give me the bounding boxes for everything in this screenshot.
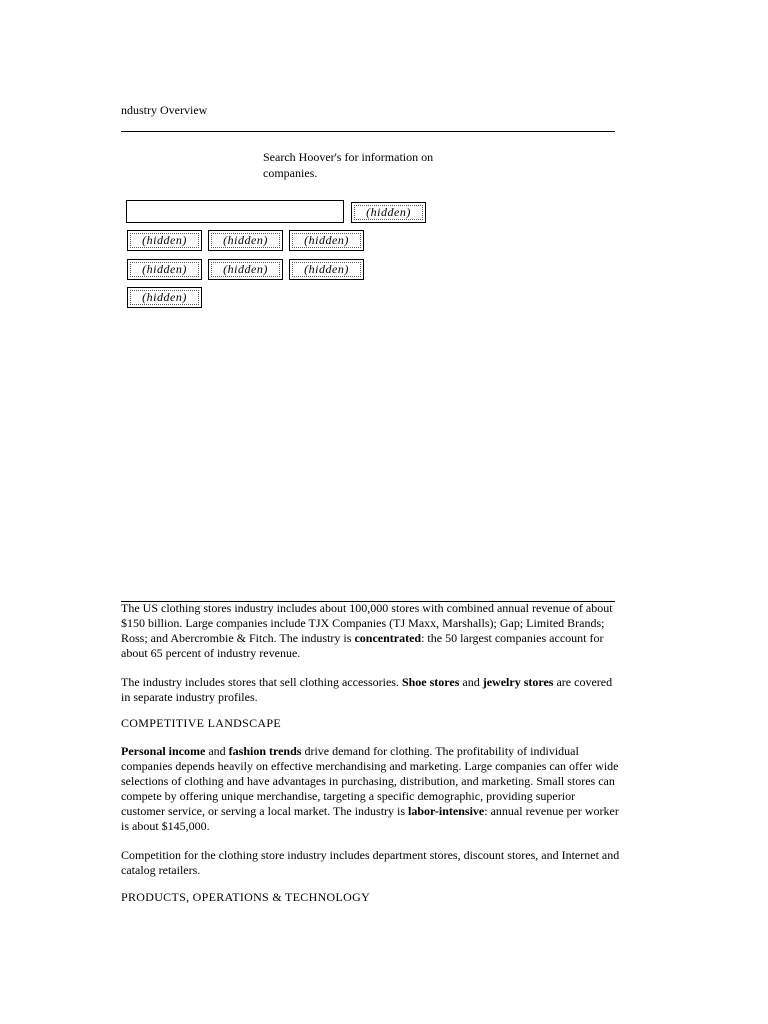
hidden-button-label: (hidden) xyxy=(211,262,280,277)
paragraph-text: and xyxy=(459,675,483,689)
section-heading-products: PRODUCTS, OPERATIONS & TECHNOLOGY xyxy=(121,890,371,904)
hidden-button-label: (hidden) xyxy=(292,262,361,277)
hidden-button-6[interactable] xyxy=(289,259,364,280)
hidden-button-3[interactable] xyxy=(289,230,364,251)
hidden-button-label: (hidden) xyxy=(354,205,423,220)
hidden-button-label: (hidden) xyxy=(130,233,199,248)
paragraph-text: : annual revenue per worker is about $145,000. xyxy=(121,804,619,833)
competition-paragraph: Competition for the clothing store industry includes department stores, discount stores, and Internet and catalog retailers. xyxy=(121,848,620,877)
hidden-button-2[interactable] xyxy=(208,230,283,251)
paragraph-text: The industry includes stores that sell clothing accessories. xyxy=(121,675,402,689)
hidden-button-5[interactable] xyxy=(208,259,283,280)
bold-term: fashion trends xyxy=(228,744,302,758)
bold-term: labor-intensive xyxy=(408,804,485,818)
industry-scope-paragraph xyxy=(121,675,621,705)
page-title: ndustry Overview xyxy=(121,103,208,117)
bold-term: jewelry stores xyxy=(482,675,554,689)
hidden-search-button[interactable] xyxy=(351,202,426,223)
paragraph-text: The US clothing stores industry includes about 100,000 stores with combined annual revenue of about $150 billion. Large companies include TJX Companies (TJ Maxx, Marshalls); Gap; Limited Brands; Ross; and Abercrombie & Fitch. The industry is xyxy=(121,601,613,645)
paragraph-text: drive demand for clothing. The profitability of individual companies depends heavily on effective merchandising and marketing. Large companies can offer wide selections of clothing and have advantages in purchasing, distribution, and marketing. Small stores can compete by offering unique merchandise, targeting a specific demographic, providing superior customer service, or serving a local market. The industry is xyxy=(121,744,619,818)
header-divider xyxy=(121,131,615,132)
competitive-landscape-paragraph xyxy=(121,744,621,834)
bold-term: Shoe stores xyxy=(401,675,460,689)
hidden-button-label: (hidden) xyxy=(130,262,199,277)
section-heading-competitive: COMPETITIVE LANDSCAPE xyxy=(121,716,281,730)
hidden-button-label: (hidden) xyxy=(211,233,280,248)
hidden-button-label: (hidden) xyxy=(292,233,361,248)
paragraph-text: are covered in separate industry profiles. xyxy=(121,675,613,704)
industry-summary-paragraph xyxy=(121,601,621,661)
bold-term: Personal income xyxy=(121,744,206,758)
paragraph-text: and xyxy=(205,744,229,758)
hidden-button-7[interactable] xyxy=(127,287,202,308)
hidden-button-1[interactable] xyxy=(127,230,202,251)
paragraph-text: : the 50 largest companies account for about 65 percent of industry revenue. xyxy=(121,631,604,660)
search-input[interactable] xyxy=(126,200,344,223)
search-instructions: Search Hoover's for information on companies. xyxy=(263,150,434,180)
hidden-button-label: (hidden) xyxy=(130,290,199,305)
bold-term: concentrated xyxy=(354,631,422,645)
hidden-button-4[interactable] xyxy=(127,259,202,280)
